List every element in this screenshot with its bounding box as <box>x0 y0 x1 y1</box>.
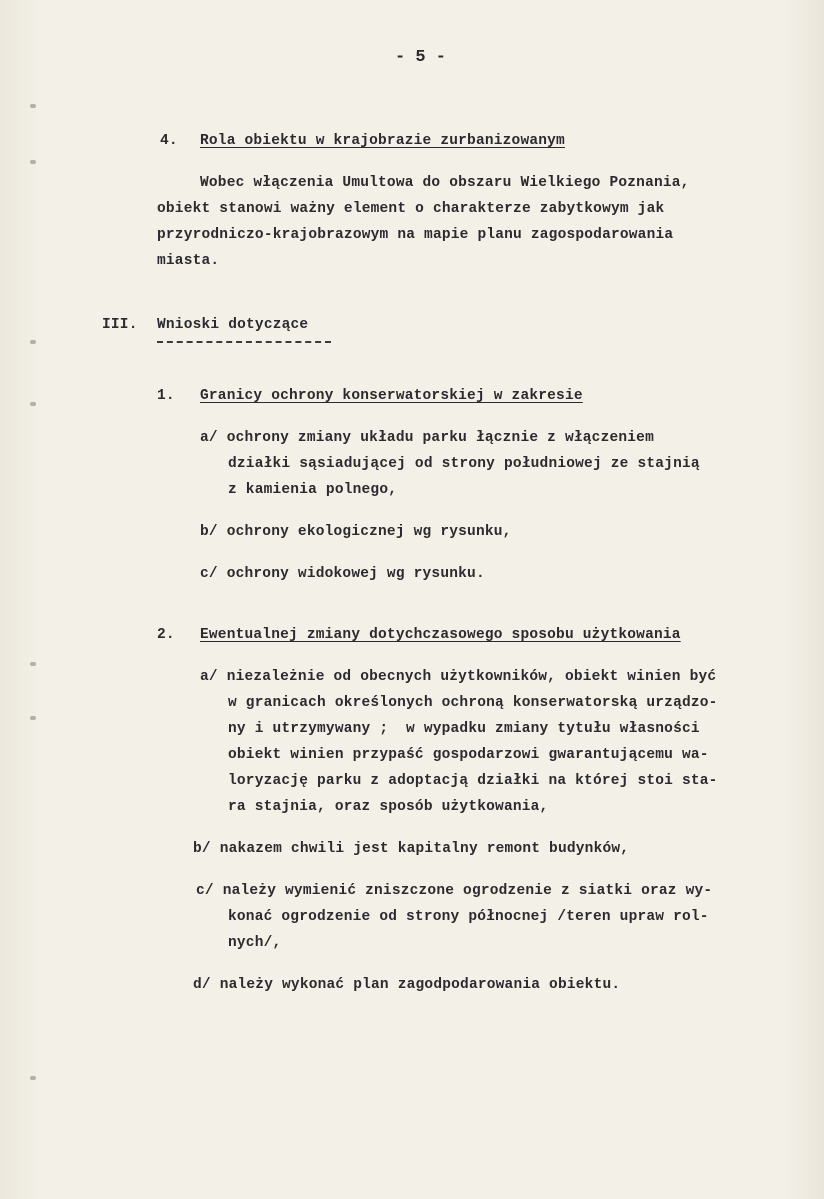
punch-mark <box>30 402 36 406</box>
item-1a-line: działki sąsiadującej od strony południowej ze stajnią <box>228 456 700 472</box>
punch-mark <box>30 662 36 666</box>
punch-mark <box>30 1076 36 1080</box>
item-1-number: 1. <box>157 388 175 404</box>
item-2d: d/ należy wykonać plan zagodpodarowania obiektu. <box>193 977 621 993</box>
section-III-heading: Wnioski dotyczące <box>157 317 309 333</box>
item-2c-line: nych/, <box>228 935 282 951</box>
section-4-heading: Rola obiektu w krajobrazie zurbanizowanym <box>200 133 565 149</box>
section-4-line: Wobec włączenia Umultowa do obszaru Wielkiego Poznania, <box>200 175 690 191</box>
heading-dashed-rule <box>157 341 331 343</box>
item-2c-line: konać ogrodzenie od strony północnej /teren upraw rol- <box>228 909 709 925</box>
punch-mark <box>30 716 36 720</box>
punch-mark <box>30 104 36 108</box>
item-2b: b/ nakazem chwili jest kapitalny remont budynków, <box>193 841 630 857</box>
section-III-number: III. <box>102 317 138 333</box>
item-2c-line: c/ należy wymienić zniszczone ogrodzenie z siatki oraz wy- <box>196 883 713 899</box>
item-2-number: 2. <box>157 627 175 643</box>
item-2a-line: loryzację parku z adoptacją działki na której stoi sta- <box>228 773 718 789</box>
section-4-line: miasta. <box>157 253 220 269</box>
item-2a-line: obiekt winien przypaść gospodarzowi gwarantującemu wa- <box>228 747 709 763</box>
item-1c: c/ ochrony widokowej wg rysunku. <box>200 566 485 582</box>
page-number: - 5 - <box>395 48 447 67</box>
item-2a-line: ra stajnia, oraz sposób użytkowania, <box>228 799 549 815</box>
item-1-heading: Granicy ochrony konserwatorskiej w zakresie <box>200 388 583 404</box>
section-4-number: 4. <box>160 133 178 149</box>
item-2a-line: a/ niezależnie od obecnych użytkowników, obiekt winien być <box>200 669 717 685</box>
item-1b: b/ ochrony ekologicznej wg rysunku, <box>200 524 512 540</box>
item-2a-line: ny i utrzymywany ; w wypadku zmiany tytułu własności <box>228 721 700 737</box>
item-2a-line: w granicach określonych ochroną konserwatorską urządzo- <box>228 695 718 711</box>
section-4-line: obiekt stanowi ważny element o charakterze zabytkowym jak <box>157 201 665 217</box>
punch-mark <box>30 340 36 344</box>
item-2-heading: Ewentualnej zmiany dotychczasowego sposobu użytkowania <box>200 627 681 643</box>
section-4-line: przyrodniczo-krajobrazowym na mapie planu zagospodarowania <box>157 227 674 243</box>
item-1a-line: z kamienia polnego, <box>228 482 398 498</box>
item-1a-line: a/ ochrony zmiany układu parku łącznie z włączeniem <box>200 430 654 446</box>
punch-mark <box>30 160 36 164</box>
